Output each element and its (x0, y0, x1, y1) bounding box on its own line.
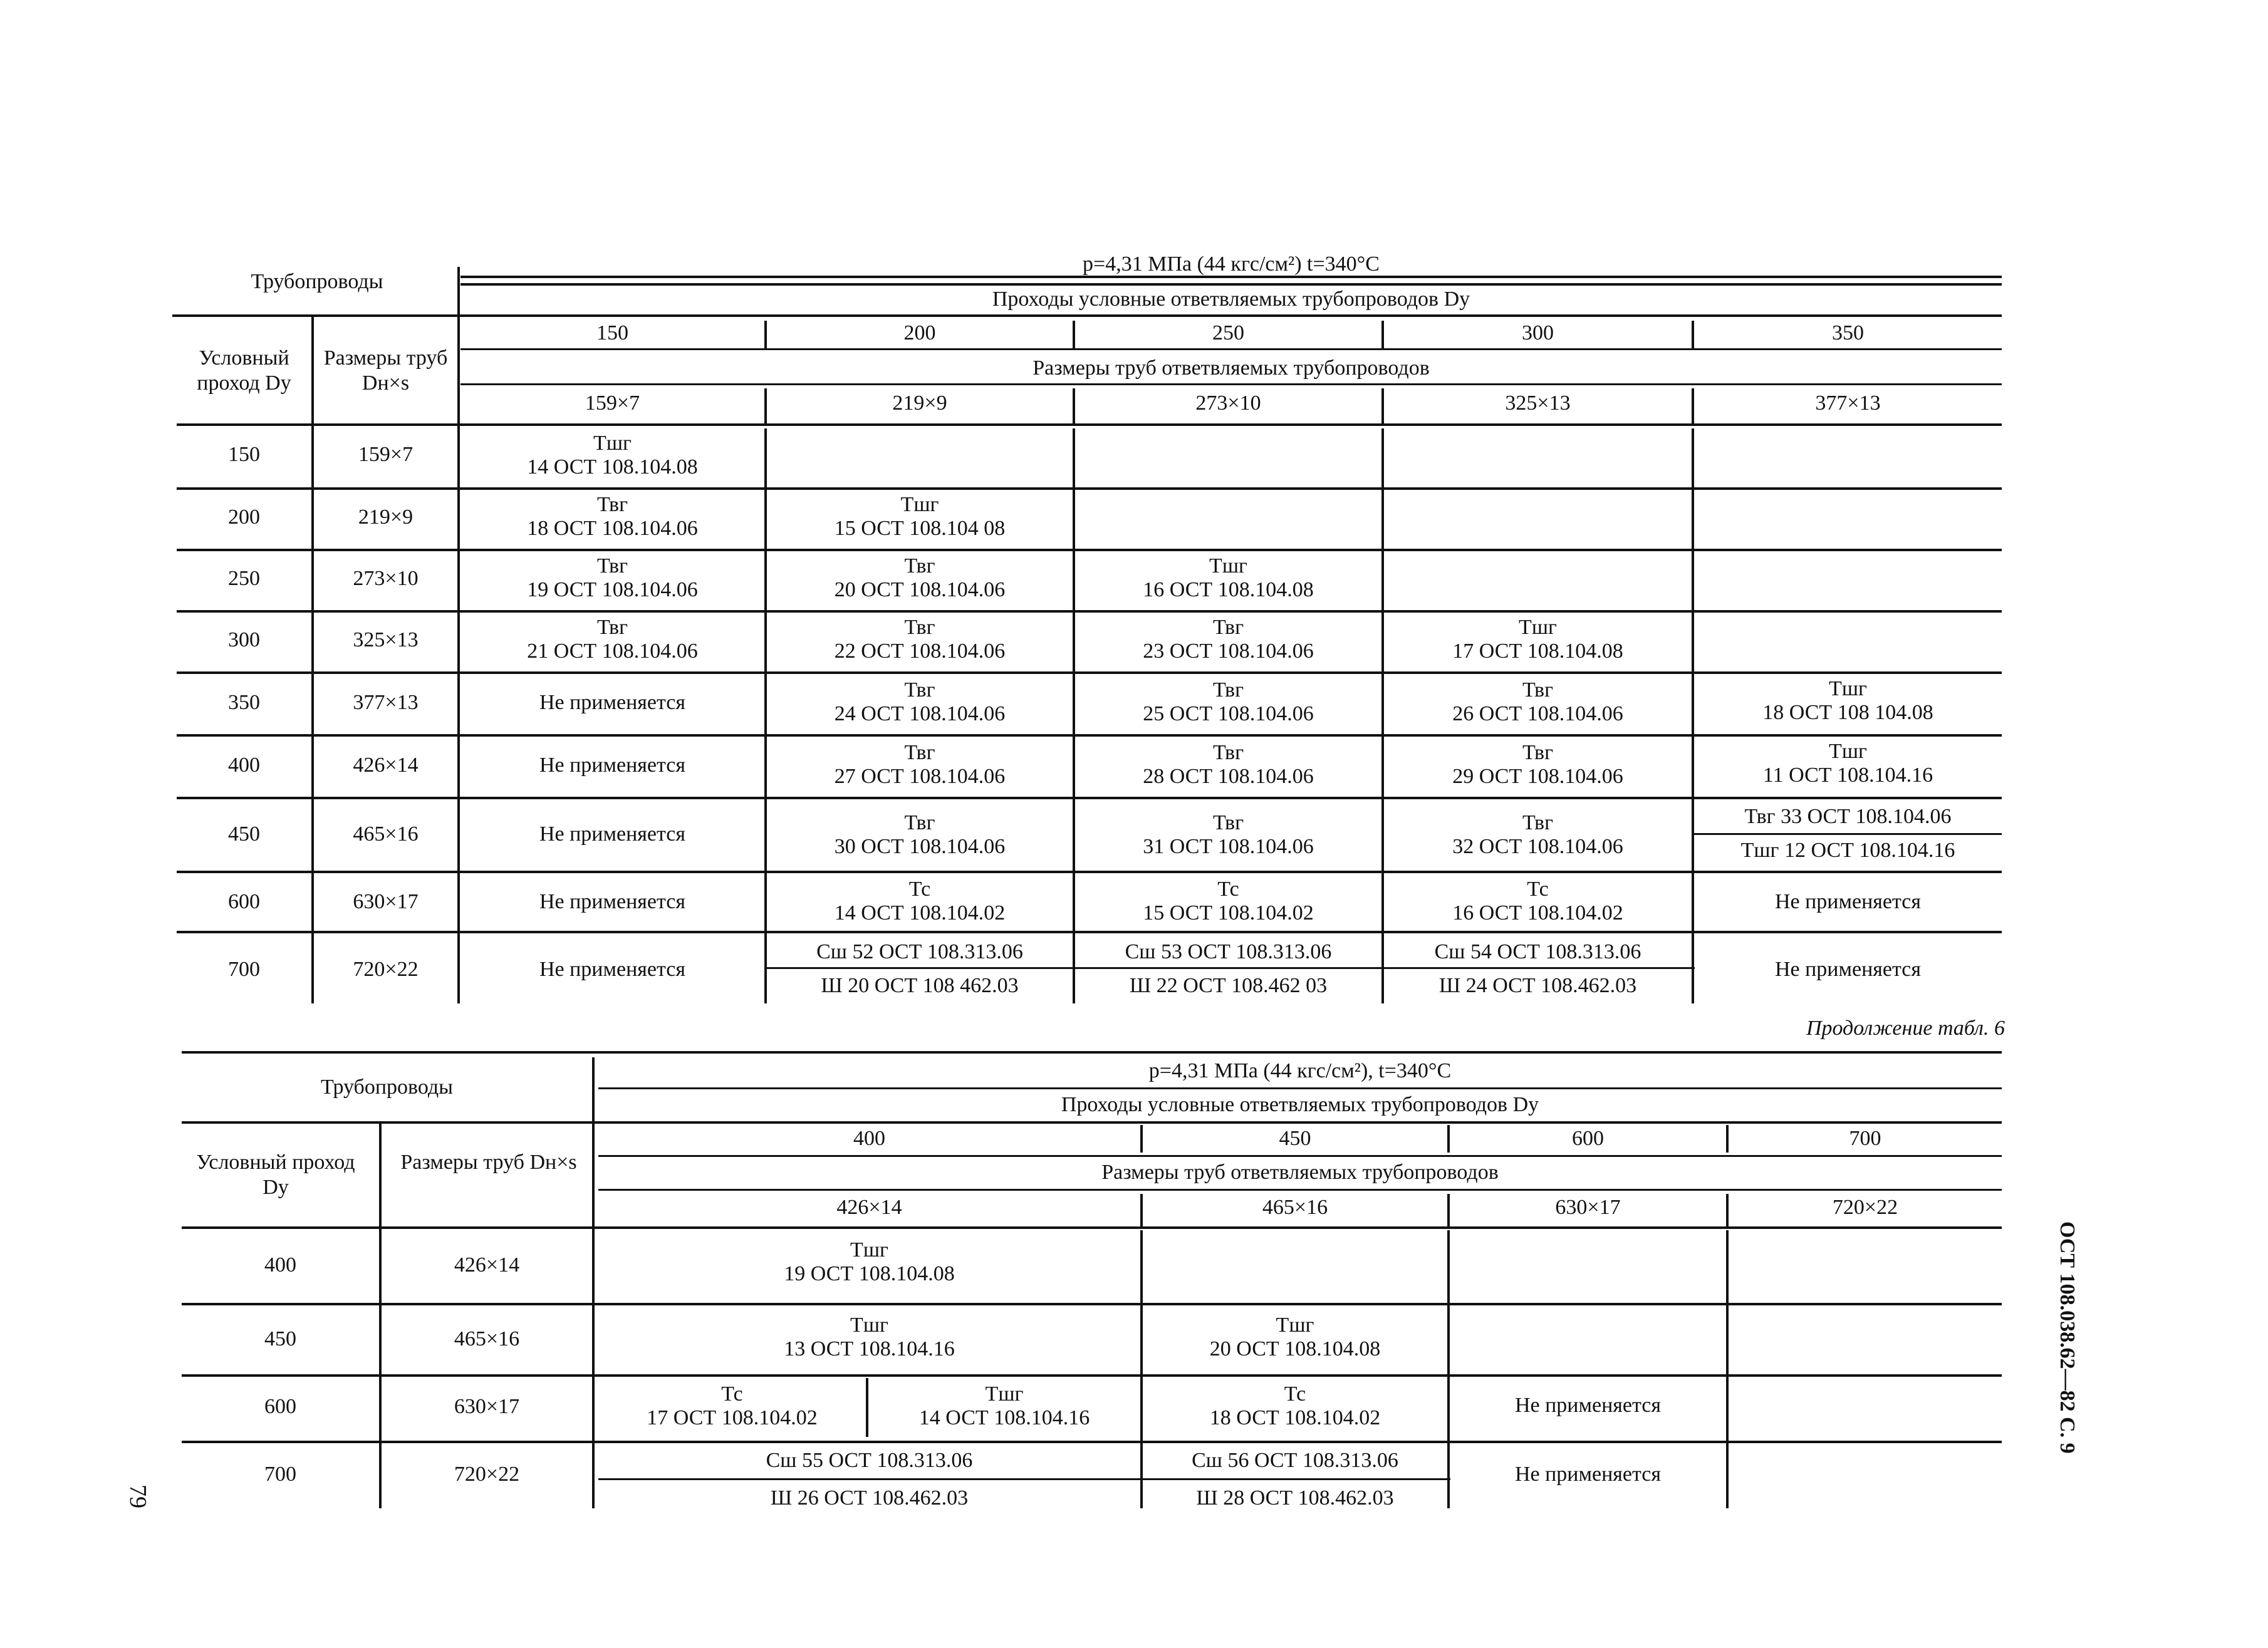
cell-bot-400-400-b: 19 ОСТ 108.104.08 (784, 1262, 955, 1285)
cell-top-150-150-b: 14 ОСТ 108.104.08 (527, 455, 698, 479)
bottom-header-passes-title: Проходы условные ответвляемых трубопроводов Dy (1061, 1093, 1539, 1116)
cell-bot-600-600: Не применяется (1514, 1394, 1662, 1417)
bottom-header-branch-sizes: Размеры труб ответвляемых трубопроводов (1101, 1161, 1499, 1184)
row-dy: 200 (228, 505, 260, 529)
cell-bot-600-400b-a: Тшг (985, 1382, 1024, 1406)
row-dy: 400 (228, 754, 260, 777)
continuation-label: Продолжение табл. 6 (1806, 1017, 2005, 1040)
cell-top-700-300-a: Сш 54 ОСТ 108.313.06 (1434, 940, 1641, 963)
header-nominal-pass: Условный проход Dy (197, 346, 291, 395)
cell-bot-700-450-a: Сш 56 ОСТ 108.313.06 (1192, 1449, 1398, 1472)
cell-top-250-250-b: 16 ОСТ 108.104.08 (1143, 578, 1314, 601)
row-dy: 450 (264, 1327, 296, 1350)
dn-300: 300 (1522, 321, 1554, 345)
cell-top-200-200-a: Тшг (900, 493, 939, 516)
cell-top-200-200-b: 15 ОСТ 108.104 08 (834, 517, 1006, 540)
cell-top-700-350: Не применяется (1774, 958, 1922, 981)
cell-bot-400-400-a: Тшг (850, 1238, 888, 1262)
cell-top-400-150: Не применяется (539, 754, 686, 777)
cell-top-250-250-a: Тшг (1209, 554, 1247, 578)
cell-top-450-350-b: Тшг 12 ОСТ 108.104.16 (1740, 839, 1955, 862)
cell-bot-450-450-a: Тшг (1276, 1314, 1314, 1337)
bottom-size-720x22: 720×22 (1832, 1196, 1898, 1219)
cell-top-250-200-b: 20 ОСТ 108.104.06 (834, 578, 1006, 601)
cell-top-450-200-b: 30 ОСТ 108.104.06 (834, 835, 1006, 858)
dn-200: 200 (903, 321, 936, 345)
bottom-header-pipe-sizes: Размеры труб Dн×s (400, 1151, 577, 1174)
cell-bot-700-400-a: Сш 55 ОСТ 108.313.06 (766, 1449, 973, 1472)
size-325x13: 325×13 (1505, 391, 1571, 415)
row-size: 630×17 (353, 890, 419, 913)
header-branch-sizes: Размеры труб ответвляемых трубопроводов (1033, 356, 1430, 380)
cell-top-250-150-b: 19 ОСТ 108.104.06 (527, 578, 698, 601)
cell-top-400-200-a: Твг (904, 741, 935, 764)
cell-bot-600-400a-a: Тс (721, 1382, 743, 1406)
cell-top-350-300-a: Твг (1522, 678, 1554, 702)
dn-150: 150 (596, 321, 628, 345)
dn-350: 350 (1832, 321, 1864, 345)
cell-top-400-300-a: Твг (1522, 741, 1554, 764)
cell-bot-450-400-b: 13 ОСТ 108.104.16 (784, 1337, 955, 1360)
cell-top-700-200-a: Сш 52 ОСТ 108.313.06 (816, 940, 1023, 963)
row-size: 465×16 (454, 1327, 520, 1350)
row-size: 720×22 (454, 1463, 520, 1486)
row-dy: 450 (228, 822, 260, 846)
cell-bot-700-400-b: Ш 26 ОСТ 108.462.03 (770, 1486, 969, 1510)
size-219x9: 219×9 (892, 391, 947, 415)
cell-top-450-200-a: Твг (904, 811, 935, 834)
cell-top-700-250-b: Ш 22 ОСТ 108.462 03 (1129, 974, 1328, 997)
size-159x7: 159×7 (585, 391, 640, 415)
cell-top-600-350: Не применяется (1774, 890, 1922, 913)
header-pipe-sizes: Размеры труб Dн×s (323, 346, 448, 395)
cell-top-250-150-a: Твг (596, 554, 628, 578)
side-doc-label: ОСТ 108.038.62—82 С. 9 (2056, 1221, 2079, 1454)
bottom-dn-400: 400 (853, 1127, 885, 1150)
cell-bot-450-400-a: Тшг (850, 1314, 888, 1337)
cell-bot-450-450-b: 20 ОСТ 108.104.08 (1209, 1337, 1381, 1360)
cell-top-300-250-b: 23 ОСТ 108.104.06 (1143, 640, 1314, 663)
cell-bot-600-450-a: Тс (1284, 1382, 1306, 1406)
cell-top-400-350-b: 11 ОСТ 108.104.16 (1762, 764, 1933, 787)
cell-top-400-300-b: 29 ОСТ 108.104.06 (1452, 765, 1623, 788)
row-size: 273×10 (353, 567, 419, 590)
cell-top-350-300-b: 26 ОСТ 108.104.06 (1452, 702, 1623, 725)
cell-top-200-150-b: 18 ОСТ 108.104.06 (527, 517, 698, 540)
cell-top-700-150: Не применяется (539, 958, 686, 981)
cell-top-700-300-b: Ш 24 ОСТ 108.462.03 (1438, 974, 1637, 997)
cell-top-150-150-a: Тшг (593, 432, 632, 455)
cell-top-700-250-a: Сш 53 ОСТ 108.313.06 (1125, 940, 1332, 963)
row-dy: 700 (228, 958, 260, 981)
row-size: 630×17 (454, 1395, 520, 1418)
bottom-dn-450: 450 (1279, 1127, 1311, 1150)
bottom-header-pipelines: Трубопроводы (320, 1075, 454, 1099)
row-size: 426×14 (454, 1253, 520, 1277)
row-size: 426×14 (353, 754, 419, 777)
cell-top-350-200-b: 24 ОСТ 108.104.06 (834, 702, 1006, 725)
cell-top-350-350-b: 18 ОСТ 108 104.08 (1762, 701, 1933, 724)
cell-top-400-250-b: 28 ОСТ 108.104.06 (1143, 765, 1314, 788)
bottom-header-pressure: p=4,31 МПа (44 кгс/см²), t=340°С (1148, 1059, 1452, 1082)
row-size: 377×13 (353, 691, 419, 714)
cell-top-350-250-b: 25 ОСТ 108.104.06 (1143, 702, 1314, 725)
row-size: 159×7 (358, 443, 414, 466)
cell-top-450-300-a: Твг (1522, 811, 1554, 834)
row-dy: 300 (228, 628, 260, 651)
cell-top-300-200-a: Твг (904, 616, 935, 639)
cell-top-400-250-a: Твг (1212, 741, 1244, 764)
row-size: 720×22 (353, 958, 419, 981)
size-273x10: 273×10 (1195, 391, 1261, 415)
cell-top-300-300-b: 17 ОСТ 108.104.08 (1452, 640, 1623, 663)
cell-top-450-300-b: 32 ОСТ 108.104.06 (1452, 835, 1623, 858)
cell-bot-600-400a-b: 17 ОСТ 108.104.02 (647, 1406, 818, 1429)
cell-top-400-200-b: 27 ОСТ 108.104.06 (834, 765, 1006, 788)
row-size: 219×9 (358, 505, 414, 529)
cell-top-350-150: Не применяется (539, 691, 686, 714)
header-pipelines: Трубопроводы (251, 270, 383, 293)
cell-bot-700-600: Не применяется (1514, 1463, 1662, 1486)
bottom-header-nominal-pass: Условный проход Dy (196, 1151, 355, 1199)
cell-top-200-150-a: Твг (596, 493, 628, 516)
cell-top-300-200-b: 22 ОСТ 108.104.06 (834, 640, 1006, 663)
bottom-dn-600: 600 (1572, 1127, 1604, 1150)
cell-top-450-350-a: Твг 33 ОСТ 108.104.06 (1744, 805, 1952, 828)
row-dy: 400 (264, 1253, 296, 1277)
cell-top-250-200-a: Твг (904, 554, 935, 578)
cell-top-350-250-a: Твг (1212, 678, 1244, 702)
cell-top-450-250-a: Твг (1212, 811, 1244, 834)
row-dy: 700 (264, 1463, 296, 1486)
cell-top-300-300-a: Тшг (1519, 616, 1557, 639)
cell-top-600-250-a: Тс (1217, 878, 1239, 901)
cell-top-600-200-a: Тс (908, 878, 931, 901)
header-pressure: p=4,31 МПа (44 кгс/см²) t=340°С (1083, 252, 1380, 276)
cell-top-450-250-b: 31 ОСТ 108.104.06 (1143, 835, 1314, 858)
cell-top-400-350-a: Тшг (1829, 740, 1867, 763)
cell-bot-600-450-b: 18 ОСТ 108.104.02 (1209, 1406, 1381, 1429)
cell-top-600-300-b: 16 ОСТ 108.104.02 (1452, 901, 1623, 925)
cell-top-300-150-a: Твг (596, 616, 628, 639)
row-size: 465×16 (353, 822, 419, 846)
bottom-dn-700: 700 (1849, 1127, 1881, 1150)
cell-bot-700-450-b: Ш 28 ОСТ 108.462.03 (1196, 1486, 1394, 1510)
bottom-size-465x16: 465×16 (1262, 1196, 1328, 1219)
cell-bot-600-400b-b: 14 ОСТ 108.104.16 (918, 1406, 1090, 1429)
row-dy: 250 (228, 567, 260, 590)
cell-top-350-350-a: Тшг (1829, 677, 1867, 700)
cell-top-700-200-b: Ш 20 ОСТ 108 462.03 (821, 974, 1019, 997)
cell-top-450-150: Не применяется (539, 822, 686, 846)
dn-250: 250 (1212, 321, 1244, 345)
bottom-size-426x14: 426×14 (836, 1196, 902, 1219)
row-size: 325×13 (353, 628, 419, 651)
row-dy: 600 (228, 890, 260, 913)
page-number: 79 (125, 1485, 151, 1508)
cell-top-600-150: Не применяется (539, 890, 686, 913)
bottom-size-630x17: 630×17 (1555, 1196, 1621, 1219)
row-dy: 600 (264, 1395, 296, 1418)
size-377x13: 377×13 (1815, 391, 1881, 415)
cell-top-300-150-b: 21 ОСТ 108.104.06 (527, 640, 698, 663)
header-passes-title: Проходы условные ответвляемых трубопроводов Dy (992, 288, 1470, 311)
row-dy: 350 (228, 691, 260, 714)
cell-top-300-250-a: Твг (1212, 616, 1244, 639)
cell-top-600-300-a: Тс (1527, 878, 1549, 901)
cell-top-600-250-b: 15 ОСТ 108.104.02 (1143, 901, 1314, 925)
cell-top-350-200-a: Твг (904, 678, 935, 702)
cell-top-600-200-b: 14 ОСТ 108.104.02 (834, 901, 1006, 925)
row-dy: 150 (228, 443, 260, 466)
